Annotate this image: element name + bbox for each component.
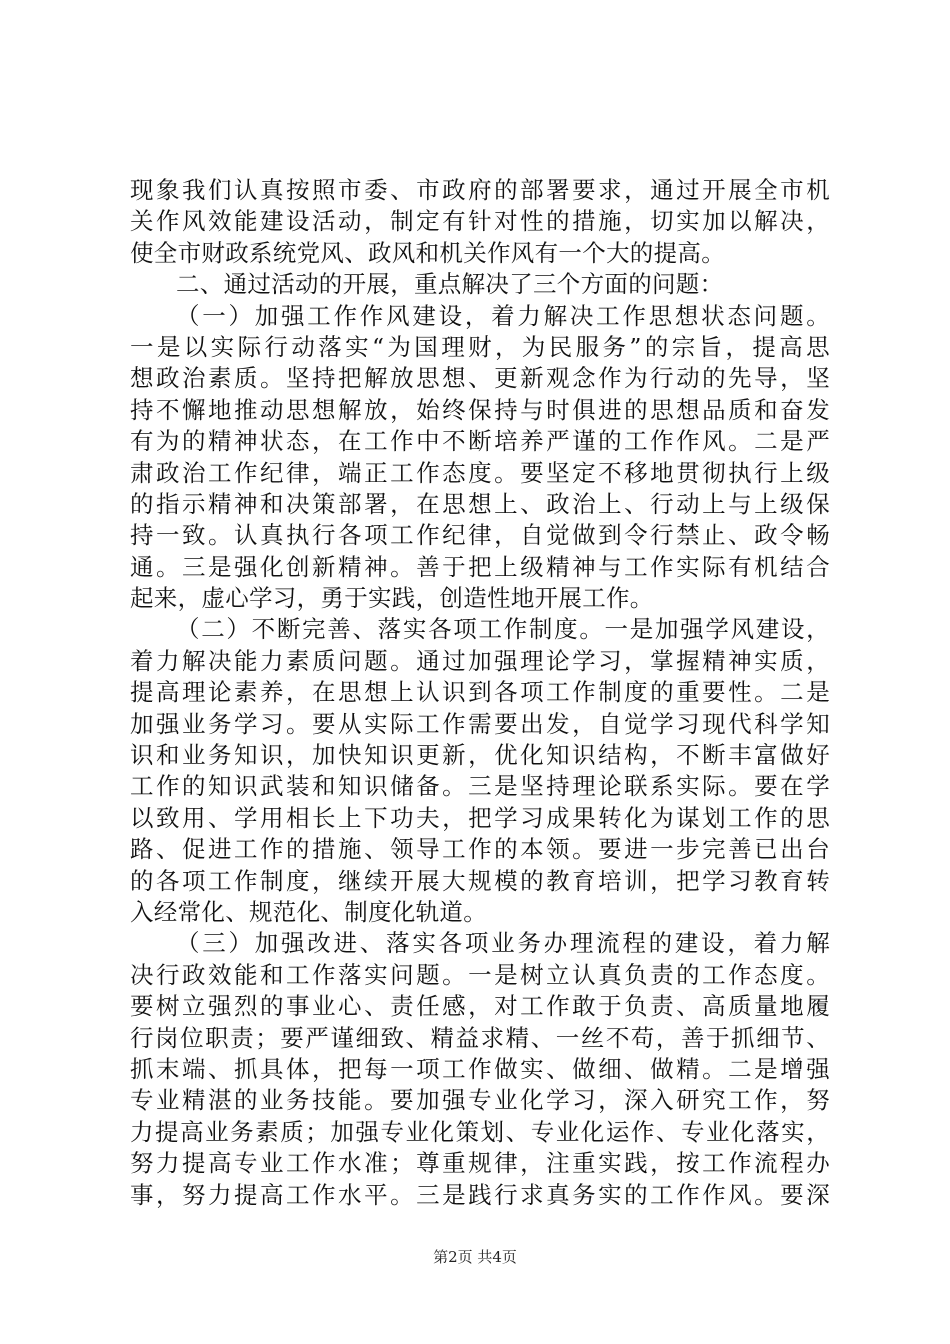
text-line: 一是以实际行动落实“为国理财，为民服务”的宗旨，提高思 — [130, 332, 830, 361]
text-line: 着力解决能力素质问题。通过加强理论学习，掌握精神实质， — [130, 646, 830, 675]
text-line: 专业精湛的业务技能。要加强专业化学习，深入研究工作，努 — [130, 1086, 830, 1115]
text-line: 路、促进工作的措施、领导工作的本领。要进一步完善已出台 — [130, 835, 830, 864]
text-line: 以致用、学用相长上下功夫，把学习成果转化为谋划工作的思 — [130, 803, 830, 832]
text-line: 的指示精神和决策部署，在思想上、政治上、行动上与上级保 — [130, 489, 830, 518]
text-line: 决行政效能和工作落实问题。一是树立认真负责的工作态度。 — [130, 960, 830, 989]
section-heading: 二、通过活动的开展，重点解决了三个方面的问题： — [176, 270, 724, 299]
subsection-heading: （三）加强改进、落实各项业务办理流程的建设，着力解 — [176, 929, 830, 958]
page-number-footer: 第2页 共4页 — [433, 1248, 517, 1266]
text-line: 持不懈地推动思想解放，始终保持与时俱进的思想品质和奋发 — [130, 395, 830, 424]
text-line: 入经常化、规范化、制度化轨道。 — [130, 897, 487, 926]
text-line: 持一致。认真执行各项工作纪律，自觉做到令行禁止、政令畅 — [130, 521, 830, 550]
text-line: 力提高业务素质；加强专业化策划、专业化运作、专业化落实， — [130, 1117, 830, 1146]
text-line: 加强业务学习。要从实际工作需要出发，自觉学习现代科学知 — [130, 709, 830, 738]
text-line: 肃政治工作纪律，端正工作态度。要坚定不移地贯彻执行上级 — [130, 458, 830, 487]
text-line: 的各项工作制度，继续开展大规模的教育培训，把学习教育转 — [130, 866, 830, 895]
text-line: 现象我们认真按照市委、市政府的部署要求，通过开展全市机 — [130, 176, 830, 204]
text-line: 识和业务知识，加快知识更新，优化知识结构，不断丰富做好 — [130, 741, 830, 770]
text-line: 抓末端、抓具体，把每一项工作做实、做细、做精。二是增强 — [130, 1054, 830, 1083]
text-line: 使全市财政系统党风、政风和机关作风有一个大的提高。 — [130, 238, 725, 267]
text-line: 努力提高专业工作水准；尊重规律，注重实践，按工作流程办 — [130, 1149, 830, 1178]
subsection-heading: （一）加强工作作风建设，着力解决工作思想状态问题。 — [176, 301, 830, 330]
text-line: 想政治素质。坚持把解放思想、更新观念作为行动的先导，坚 — [130, 364, 830, 393]
text-line: 有为的精神状态，在工作中不断培养严谨的工作作风。二是严 — [130, 427, 830, 456]
document-body — [130, 175, 830, 1211]
text-line: 事，努力提高工作水平。三是践行求真务实的工作作风。要深 — [130, 1180, 830, 1209]
text-line: 行岗位职责；要严谨细致、精益求精、一丝不苟，善于抓细节、 — [130, 1023, 830, 1052]
text-line: 起来，虚心学习，勇于实践，创造性地开展工作。 — [130, 584, 654, 613]
text-line: 提高理论素养，在思想上认识到各项工作制度的重要性。二是 — [130, 678, 830, 707]
text-line: 通。三是强化创新精神。善于把上级精神与工作实际有机结合 — [130, 552, 830, 581]
text-line: 关作风效能建设活动，制定有针对性的措施，切实加以解决， — [130, 207, 830, 236]
subsection-heading: （二）不断完善、落实各项工作制度。一是加强学风建设， — [176, 615, 830, 644]
text-line: 工作的知识武装和知识储备。三是坚持理论联系实际。要在学 — [130, 772, 830, 801]
text-line: 要树立强烈的事业心、责任感，对工作敢于负责、高质量地履 — [130, 992, 830, 1021]
